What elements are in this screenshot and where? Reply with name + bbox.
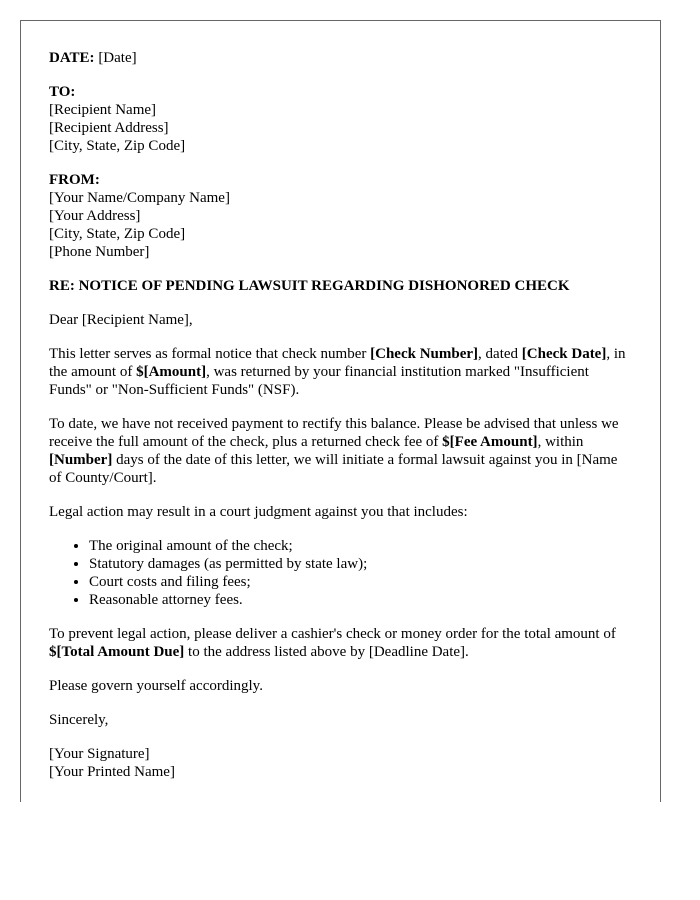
prevent-text-2: to the address listed above by [Deadline Date]. [184,644,469,660]
list-item: • Court costs and filing fees; [89,573,632,591]
recipient-name: [Recipient Name] [49,102,157,118]
demand-text-3: days of the date of this letter, we will initiate a formal lawsuit against you in [Name of County/Court]. [49,452,618,486]
list-item: • The original amount of the check; [89,537,632,555]
from-label: FROM: [49,172,100,188]
demand-text-2: , within [537,434,584,450]
signature-block [49,745,632,781]
notice-text-4: , was returned by your financial institution marked "Insufficient Funds" or "Non-Sufficient Funds" (NSF). [49,364,589,398]
paragraph-demand [49,415,632,487]
closing: Sincerely, [49,712,109,728]
check-date-field: [Check Date] [521,346,607,362]
paragraph-notice [49,345,632,399]
recipient-city-state-zip: [City, State, Zip Code] [49,138,186,154]
sender-city-state-zip: [City, State, Zip Code] [49,226,186,242]
date-line [49,49,632,67]
paragraph-prevent [49,625,632,661]
fee-amount-field: $[Fee Amount] [442,434,538,450]
subject-line [49,277,632,295]
subject-text: RE: NOTICE OF PENDING LAWSUIT REGARDING DISHONORED CHECK [49,278,570,294]
prevent-text-1: To prevent legal action, please deliver a cashier's check or money order for the total amount of [49,626,616,642]
amount-field: $[Amount] [136,364,207,380]
sender-block [49,171,632,261]
recipient-address: [Recipient Address] [49,120,169,136]
sender-address: [Your Address] [49,208,141,224]
notice-text-2: , dated [478,346,522,362]
notice-text-3: , in the amount of [49,346,626,380]
list-item: • Statutory damages (as permitted by state law); [89,555,632,573]
days-number-field: [Number] [49,452,113,468]
demand-text-1: To date, we have not received payment to rectify this balance. Please be advised that unless we receive the full amount of the check, plus a returned check fee of [49,416,619,450]
date-label: DATE: [49,50,95,66]
list-item: • Reasonable attorney fees. [89,591,632,609]
paragraph-legal-action: Legal action may result in a court judgment against you that includes: [49,504,468,520]
date-value: [Date] [98,50,137,66]
letter-page [20,20,661,802]
paragraph-govern: Please govern yourself accordingly. [49,678,263,694]
to-label: TO: [49,84,76,100]
notice-text-1: This letter serves as formal notice that check number [49,346,371,362]
sender-name: [Your Name/Company Name] [49,190,230,206]
salutation: Dear [Recipient Name], [49,312,193,328]
sender-phone: [Phone Number] [49,244,150,260]
total-amount-field: $[Total Amount Due] [49,644,185,660]
signature-line: [Your Signature] [49,746,150,762]
check-number-field: [Check Number] [370,346,479,362]
printed-name-line: [Your Printed Name] [49,764,175,780]
damages-list [49,537,632,609]
recipient-block [49,83,632,155]
